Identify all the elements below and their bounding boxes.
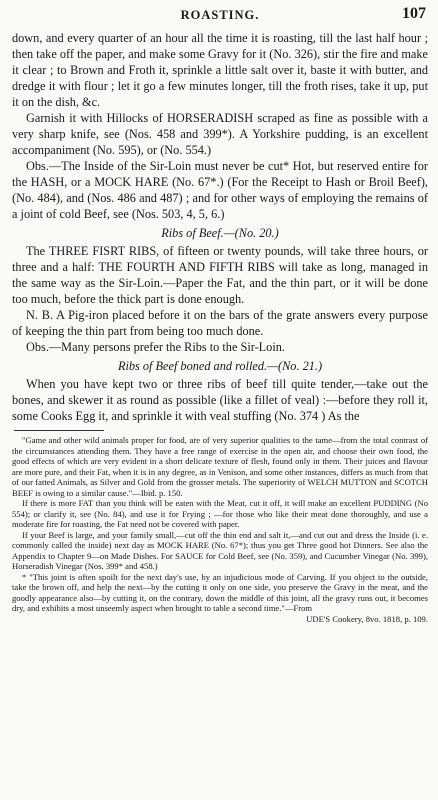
page-body bbox=[12, 30, 428, 624]
footnote-divider bbox=[14, 430, 104, 431]
footnote-game: "Game and other wild animals proper for food, are of very superior qualities to the tame—from the total contrast of the circumstances attending them. They have a free range of exercise in the open air, and choose their own food, the good effects of which are very evident in a short delicate texture of flesh, found only in them. Their juices and flavour are more pure, and their Fat, when it is in any degree, as in Venison, and some other instances, differs as much from that of our fatted Animals, as Silver and Gold from the grosser metals. The superiority of WELCH MUTTON and SCOTCH BEEF is owing to a similar cause."—Ibid. p. 150. bbox=[12, 435, 428, 498]
paragraph-boned-rolled: When you have kept two or three ribs of beef till quite tender,—take out the bones, and skewer it as round as possible (like a fillet of veal) :—before they roll it, some Cooks Egg it, and sprinkle it with veal stuffing (No. 374 ) As the bbox=[12, 377, 428, 423]
paragraph-obs-sirloin: Obs.—The Inside of the Sir-Loin must never be cut* Hot, but reserved entire for the HASH, or a MOCK HARE (No. 67*.) (For the Receipt to Hash or Broil Beef), (No. 484), and (Nos. 486 and 487) ; and for other ways of employing the remains of a joint of cold Beef, see (Nos. 503, 4, 5, 6.) bbox=[12, 159, 428, 221]
footnote-source: UDE'S Cookery, 8vo. 1818, p. 109. bbox=[306, 613, 428, 624]
section-heading-ribs-boned-rolled: Ribs of Beef boned and rolled.—(No. 21.) bbox=[117, 359, 323, 373]
paragraph-garnish: Garnish it with Hillocks of HORSERADISH scraped as fine as possible with a very sharp knife, see (Nos. 458 and 399*). A Yorkshire pudding, is an excellent accompaniment (No. 595), or (No. 554.) bbox=[12, 111, 428, 157]
running-title: ROASTING. bbox=[180, 8, 260, 22]
footnote-fat: If there is more FAT than you think will be eaten with the Meat, cut it off, it will make an excellent PUDDING (No 554); or clarify it, see (No. 84), and use it for Frying ; —for those who like their meat done thoroughly, and use a moderate fire for roasting, the Fat need not be covered with paper. bbox=[12, 498, 428, 529]
paragraph-obs-ribs: Obs.—Many persons prefer the Ribs to the Sir-Loin. bbox=[26, 340, 285, 354]
paragraph-three-first-ribs: The THREE FISRT RIBS, of fifteen or twenty pounds, will take three hours, or three and a half: THE FOURTH AND FIFTH RIBS will take as long, managed in the same way as the Sir-Loin.—Paper the Fat, and the thin part, or it will be done too much, before the thick part is done enough. bbox=[12, 244, 428, 306]
footnotes bbox=[12, 435, 428, 624]
section-heading-ribs-of-beef: Ribs of Beef.—(No. 20.) bbox=[161, 226, 279, 240]
paragraph-pig-iron-note: N. B. A Pig-iron placed before it on the bars of the grate answers every purpose of keeping the thin part from being too much done. bbox=[12, 308, 428, 338]
page-header bbox=[12, 4, 428, 28]
footnote-carving: * "This joint is often spoilt for the next day's use, by an injudicious mode of Carving. If you object to the outside, take the brown off, and help the next—by the cutting it only on one side, you preserve the Gravy in the meat, and the goodly appearance also—by cutting it, on the contrary, down the middle of this joint, all the gravy runs out, it becomes dry, and exhibits a most unseemly aspect when brought to table a second time."—From bbox=[12, 571, 428, 613]
page-number: 107 bbox=[402, 5, 426, 22]
footnote-large-beef: If your Beef is large, and your family small,—cut off the thin end and salt it,—and cut out and dress the Inside (i. e. commonly called the inside) next day as MOCK HARE (No. 67*); thus you get Three good hot Dinners. See also the Appendix to Chapter 9—on Made Dishes. For SAUCE for Cold Beef, see (No. 359), and Cucumber Vinegar (No. 399), Horseradish Vinegar (Nos. 399* and 458.) bbox=[12, 529, 428, 571]
paragraph-roasting-continued: down, and every quarter of an hour all the time it is roasting, till the last half hour ; then take off the paper, and make some Gravy for it (No. 326), stir the fire and make it clear ; to Brown and Froth it, sprinkle a little salt over it, baste it with butter, and dredge it with flour ; let it go a few minutes longer, till the froth rises, take it up, put it on the dish, &c. bbox=[12, 31, 428, 109]
